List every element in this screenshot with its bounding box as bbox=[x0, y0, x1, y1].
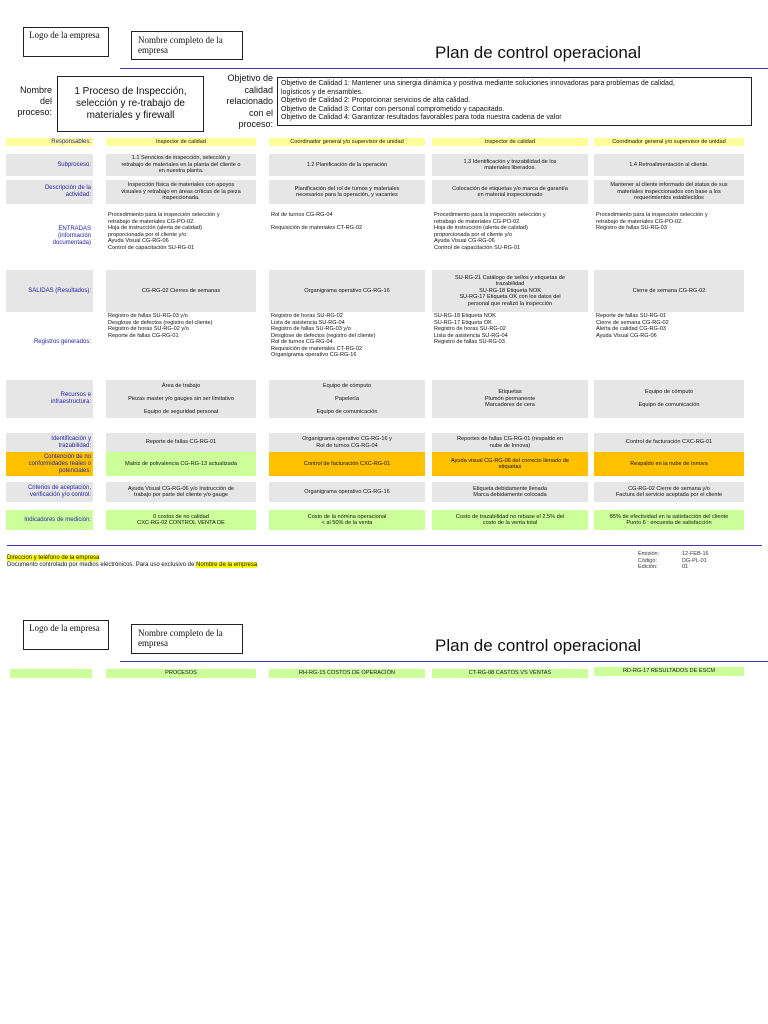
document-meta bbox=[638, 551, 709, 571]
objective-label-line: Objetivo de bbox=[227, 73, 273, 83]
process-name-box bbox=[57, 76, 204, 132]
cell-line: CG-RG-02 Cierre de semana y/o bbox=[628, 485, 710, 492]
table-cell-descripcion-1 bbox=[106, 180, 256, 204]
table-cell-registros-2 bbox=[269, 312, 425, 372]
cell-line: Registro de fallas SU-RG-03 y/o bbox=[271, 326, 351, 332]
objective-line: Objetivo de Calidad 1: Mantener una sinergia dinámica y positiva mediante soluciones innovadoras para problemas de calidad, bbox=[281, 80, 675, 87]
process-name-value: 1 Proceso de Inspección, selección y re-trabajo de materiales y firewall bbox=[74, 86, 187, 121]
objective-label-line: relacionado bbox=[226, 96, 273, 106]
cell-line: Procedimiento para la inspección selección y bbox=[596, 212, 708, 218]
table-cell-descripcion-4 bbox=[594, 180, 744, 204]
page2-cell-text: PROCESOS bbox=[165, 670, 197, 677]
table-cell-recursos-2 bbox=[269, 380, 425, 418]
cell-line: SU-RG-18 Etiqueta NOK bbox=[479, 287, 541, 294]
cell-line: Lista de asistencia SU-RG-04 bbox=[271, 319, 345, 326]
cell-line: retrabajo de materiales en la planta del cliente o bbox=[121, 161, 241, 168]
cell-line: proporcionada por el cliente y/o bbox=[108, 231, 187, 238]
cell-line: visuales y retrabajo en áreas críticas de la pieza bbox=[121, 188, 241, 195]
cell-line: Ayuda Visual CG-RG-06 bbox=[596, 332, 657, 339]
cell-line: Rol de turnos CG-RG-04 bbox=[271, 339, 333, 345]
cell-line: Mantener al cliente informado del status de sus bbox=[610, 182, 728, 189]
cell-line: Etiqueta debidamente llenada bbox=[472, 485, 548, 492]
row-label-descripcion bbox=[6, 180, 93, 204]
row-label-line: Descripción de la bbox=[44, 185, 91, 191]
row-label-line: Criterios de aceptación, bbox=[27, 485, 91, 491]
code-label: Código: bbox=[638, 557, 657, 564]
code-value: DG-PL-01 bbox=[682, 557, 707, 564]
cell-line: Inspector de calidad bbox=[484, 138, 536, 145]
table-cell-subproceso-4 bbox=[594, 154, 744, 176]
row-label-line: potenciales: bbox=[58, 467, 91, 474]
cell-line: Organigrama operativo CG-RG-16 y bbox=[302, 436, 392, 442]
note-company-name: Nombre de la empresa bbox=[196, 562, 258, 568]
quality-objectives-box bbox=[277, 77, 752, 126]
cell-line: Costo de la nómina operacional bbox=[307, 513, 387, 520]
cell-line: retrabajo de materiales CG-PO-02. bbox=[596, 218, 683, 225]
table-cell-responsables-1 bbox=[106, 138, 256, 146]
cell-line: Costo de trazabilidad no rebase el 2.5% del bbox=[455, 513, 565, 520]
cell-line: retrabajo de materiales CG-PO-02. bbox=[108, 218, 195, 225]
cell-line: Ayuda Visual CG-RG-06 y/o Instrucción de bbox=[127, 485, 235, 492]
company-name-box bbox=[131, 31, 243, 60]
cell-line: Papelería bbox=[335, 395, 359, 402]
row-label-text bbox=[24, 517, 91, 524]
row-label-line: Recursos e bbox=[60, 392, 91, 398]
page2-header-rule bbox=[120, 661, 768, 662]
cell-line: Equipo de cómputo bbox=[322, 382, 372, 389]
table-cell-contencion-1 bbox=[106, 452, 256, 476]
cell-line: Organigrama operativo CG-RG-16 bbox=[304, 287, 390, 294]
row-label-text bbox=[45, 185, 91, 199]
row-label-line: Contención de no bbox=[43, 453, 91, 460]
cell-line: Procedimiento para la inspección selección y bbox=[108, 212, 220, 218]
cell-line: Plumón permanente bbox=[484, 395, 536, 402]
header-rule bbox=[120, 68, 768, 69]
cell-line: SU-RG-17 Etiqueta OK con los datos del bbox=[459, 294, 561, 301]
cell-line: personal que realizó la inspección bbox=[467, 300, 553, 307]
cell-line: Registro de horas SU-RG-02 y/o bbox=[108, 326, 189, 332]
objective-line: logísticos y de ensambles. bbox=[281, 88, 364, 96]
row-label-line: verificación y/o control: bbox=[29, 492, 91, 498]
cell-line: Hoja de instrucción (alerta de calidad) bbox=[108, 225, 202, 231]
cell-line: materiales inspeccionados con base a los bbox=[617, 188, 721, 195]
page2-cell-processes bbox=[106, 669, 256, 678]
cell-line: trazabilidad bbox=[495, 281, 525, 288]
cell-line: Piezas master y/o gauges sin ser limitativo bbox=[128, 395, 234, 402]
cell-line: Registro de fallas SU-RG-03 bbox=[434, 339, 505, 345]
cell-line: en material inspeccionado bbox=[477, 192, 543, 198]
process-name-label bbox=[6, 85, 52, 118]
page2-company-name-text: Nombre completo de la empresa bbox=[138, 628, 223, 648]
table-cell-contencion-3 bbox=[432, 452, 588, 476]
company-address: Direccion y teléfono de la empresa bbox=[7, 555, 100, 561]
table-cell-indicadores-1 bbox=[106, 510, 256, 530]
table-cell-recursos-3 bbox=[432, 380, 588, 418]
row-label-line: infraestructura: bbox=[50, 399, 91, 405]
row-label-line: trazabilidad: bbox=[58, 442, 91, 449]
cell-line: Punto 6 : encuesta de satisfacción bbox=[626, 520, 712, 526]
cell-line: necesarios para la operación, y vacantes bbox=[296, 192, 398, 198]
cell-line: 85% de efectividad en la satisfacción del cliente bbox=[609, 513, 729, 520]
table-cell-indicadores-3 bbox=[432, 510, 588, 530]
table-cell-registros-4 bbox=[594, 312, 744, 372]
table-cell-identificacion-1 bbox=[106, 433, 256, 452]
page2-cell-text: RD-RG-17 RESULTADOS DE ESCM bbox=[622, 668, 716, 675]
cell-line: Registro de horas SU-RG-02 bbox=[434, 326, 506, 332]
page2-cell-escm-results bbox=[594, 667, 744, 676]
cell-line: Ayuda Visual CG-RG-06 bbox=[108, 238, 169, 244]
row-label-line: Identificación y bbox=[51, 435, 91, 442]
objective-line: Objetivo de Calidad 3: Contar con personal comprometido y capacitado. bbox=[281, 105, 505, 113]
table-cell-criterios-1 bbox=[106, 482, 256, 502]
cell-line: Alerta de calidad CG-RG-03 bbox=[596, 326, 666, 332]
row-label-line: Subproceso: bbox=[57, 161, 91, 168]
cell-line: 1.3 Identificación y trazabilidad de los bbox=[463, 158, 557, 165]
cell-line: Desglose de defectos (registro del cliente) bbox=[271, 332, 376, 339]
cell-line: Control de capacitación SU-RG-01 bbox=[434, 244, 521, 251]
cell-line: Cierre de semana CG-RG-02 bbox=[596, 319, 669, 326]
table-cell-salidas-2 bbox=[269, 270, 425, 312]
cell-line: Procedimiento para la inspección selección y bbox=[434, 212, 546, 218]
cell-line: Matriz de polivalencia CG-RG-13 actualizada bbox=[125, 460, 237, 467]
company-name-text: Nombre completo de la empresa bbox=[138, 35, 223, 55]
cell-line: retrabajo de materiales CG-PO-02. bbox=[434, 218, 521, 225]
objective-line: Objetivo de Calidad 2: Proporcionar servicios de alta calidad. bbox=[281, 97, 471, 104]
emission-value: 12-FEB-16 bbox=[682, 551, 709, 557]
table-cell-subproceso-1 bbox=[106, 154, 256, 176]
row-label-subproceso bbox=[6, 154, 93, 176]
row-label-line: Responsables: bbox=[51, 138, 91, 145]
cell-line: requerimientos establecidos bbox=[634, 195, 704, 202]
cell-line: SU-RG-21 Catálogo de sellos y etiquetas de bbox=[454, 274, 566, 281]
row-label-responsables bbox=[6, 138, 93, 146]
cell-line: 1.2 Planificación de la operación bbox=[306, 161, 388, 168]
page2-company-name-box bbox=[131, 624, 243, 654]
emission-label: Emisión: bbox=[638, 551, 660, 557]
process-name-label-line: Nombre bbox=[19, 85, 52, 95]
objective-label-line: calidad bbox=[244, 84, 273, 95]
cell-line: trabajo por parte del cliente y/o gauge bbox=[134, 492, 228, 498]
cell-line: Inspección física de materiales con apoyos bbox=[127, 182, 235, 189]
cell-line: Factura del servicio aceptada por el cliente bbox=[615, 492, 723, 498]
row-label-text bbox=[28, 485, 91, 499]
table-cell-responsables-2 bbox=[269, 138, 425, 146]
cell-line: SU-RG-18 Etiqueta NOK bbox=[434, 313, 496, 319]
cell-line: CG-RG-02 Cierres de semanas bbox=[141, 287, 221, 294]
cell-line: costo de la venta total bbox=[482, 520, 538, 526]
row-label-text bbox=[53, 226, 91, 247]
cell-line: Inspector de calidad bbox=[155, 138, 207, 145]
cell-line: Coordinador general y/o supervisor de unidad bbox=[612, 138, 726, 145]
table-cell-identificacion-3 bbox=[432, 433, 588, 452]
page-title: Plan de control operacional bbox=[435, 43, 642, 62]
cell-line: Rol de turnos CG-RG-04 bbox=[316, 442, 378, 449]
cell-line: CXC-RG-02 CONTROL VENTA DE bbox=[137, 520, 225, 526]
row-label-text bbox=[51, 139, 91, 146]
company-logo-placeholder bbox=[23, 27, 109, 57]
cell-line: Cierre de semana CG-RG-02 bbox=[632, 287, 706, 294]
cell-line: Registro de fallas SU-RG-03 bbox=[596, 225, 667, 231]
cell-line: Reporte de fallas SU-RG-01 bbox=[596, 313, 666, 319]
objective-label-line: proceso: bbox=[238, 119, 273, 129]
page2-cell-operation-costs bbox=[269, 669, 425, 678]
row-label-identificacion bbox=[6, 433, 93, 452]
cell-line: en nuestra planta. bbox=[158, 168, 204, 175]
row-label-line: SALIDAS (Resultados): bbox=[28, 287, 91, 294]
table-cell-identificacion-4 bbox=[594, 433, 744, 452]
objective-label-line: con el bbox=[248, 107, 273, 118]
cell-line: 0 costos de no calidad bbox=[153, 513, 209, 520]
row-label-line: Registros generados: bbox=[33, 338, 91, 345]
table-cell-contencion-4 bbox=[594, 452, 744, 476]
cell-line: Área de trabajo bbox=[161, 382, 201, 389]
cell-line: 1.1 Servicios de inspección, selección y bbox=[131, 155, 231, 162]
cell-line: Equipo de comunicación bbox=[316, 408, 378, 415]
cell-line: Rol de turnos CG-RG-04 bbox=[271, 212, 333, 218]
cell-line: Coordinador general y/o supervisor de unidad bbox=[290, 138, 404, 145]
row-label-line: Indicadores de medición: bbox=[24, 516, 91, 523]
cell-line: Ayuda visual CG-RG-06 del correcto llenado de bbox=[450, 457, 570, 464]
logo-text: Logo de la empresa bbox=[29, 30, 100, 40]
table-cell-salidas-4 bbox=[594, 270, 744, 312]
table-cell-descripcion-3 bbox=[432, 180, 588, 204]
row-label-line: ENTRADAS bbox=[58, 225, 91, 232]
table-cell-indicadores-4 bbox=[594, 510, 744, 530]
cell-line: Planificación del rol de turnos y materiales bbox=[294, 185, 400, 192]
row-label-text bbox=[34, 339, 91, 346]
cell-line: Desglose de defectos (registro del cliente) bbox=[108, 319, 213, 326]
table-cell-identificacion-2 bbox=[269, 433, 425, 452]
cell-line: Lista de asistencia SU-RG-04 bbox=[434, 332, 508, 339]
cell-line: SU-RG-17 Etiqueta OK bbox=[434, 319, 492, 326]
cell-line: Requisición de materiales CT-RG-02 bbox=[271, 345, 363, 352]
cell-line: nube de Innova) bbox=[489, 442, 531, 449]
page2-company-logo-placeholder bbox=[23, 620, 109, 650]
cell-line: < al 50% de la venta bbox=[321, 520, 373, 526]
cell-line: Colocación de etiquetas y/o marca de garantía bbox=[452, 185, 568, 192]
cell-line: Equipo de seguridad personal bbox=[143, 408, 219, 415]
table-cell-indicadores-2 bbox=[269, 510, 425, 530]
note-prefix: Documento controlado por medios electrónicos. Para uso exclusivo de bbox=[7, 562, 197, 568]
controlled-document-note bbox=[7, 562, 257, 569]
row-label-contencion bbox=[6, 452, 93, 476]
row-label-text bbox=[51, 436, 91, 450]
cell-line: Hoja de instrucción (alerta de calidad) bbox=[434, 225, 528, 231]
page2-label-cell bbox=[10, 669, 92, 678]
cell-line: Control de capacitación SU-RG-01 bbox=[108, 244, 195, 251]
cell-line: Control de facturación CXC-RG-01 bbox=[303, 460, 391, 467]
table-cell-criterios-3 bbox=[432, 482, 588, 502]
cell-line: Ayuda Visual CG-RG-06 bbox=[434, 238, 495, 244]
row-label-salidas bbox=[6, 270, 93, 312]
edition-value: 01 bbox=[682, 564, 689, 570]
edition-label: Edición: bbox=[638, 564, 658, 570]
table-cell-registros-3 bbox=[432, 312, 588, 372]
row-label-line: conformidades reales o bbox=[28, 460, 91, 467]
table-cell-registros-1 bbox=[106, 312, 256, 372]
row-label-criterios bbox=[6, 482, 93, 502]
table-cell-entradas-3 bbox=[432, 211, 588, 261]
cell-line: Organigrama operativo CG-RG-16 bbox=[271, 352, 357, 358]
cell-line: materiales liberados. bbox=[484, 165, 536, 171]
table-cell-recursos-1 bbox=[106, 380, 256, 418]
page2-logo-text: Logo de la empresa bbox=[29, 623, 100, 633]
table-cell-subproceso-3 bbox=[432, 154, 588, 176]
row-label-line: actividad: bbox=[65, 192, 91, 198]
cell-line: Control de facturación CXC-RG-01 bbox=[625, 439, 713, 446]
page2-title: Plan de control operacional bbox=[435, 636, 642, 655]
table-cell-descripcion-2 bbox=[269, 180, 425, 204]
cell-line: Organigrama operativo CG-RG-16 bbox=[304, 488, 390, 495]
row-label-text bbox=[28, 288, 91, 295]
cell-line: Reportes de fallas CG-RG-01 (respaldo en bbox=[456, 436, 564, 442]
row-label-registros bbox=[6, 312, 93, 372]
footer-rule bbox=[7, 545, 762, 546]
row-label-line: documentada) bbox=[52, 239, 91, 246]
cell-line: Respaldo en la nube de Innova bbox=[630, 460, 708, 467]
cell-line: Marca debidamente colocada bbox=[473, 492, 547, 498]
table-cell-entradas-4 bbox=[594, 211, 744, 261]
cell-line: Reporte de fallas CG-RG-01 bbox=[145, 439, 217, 446]
table-cell-responsables-4 bbox=[594, 138, 744, 146]
cell-line: proporcionada por el cliente y/o bbox=[434, 231, 513, 238]
table-cell-entradas-2 bbox=[269, 211, 425, 261]
process-name-label-line: del bbox=[39, 96, 52, 106]
cell-line: Reporte de fallas CG-RG-01 bbox=[108, 332, 179, 339]
table-cell-criterios-2 bbox=[269, 482, 425, 502]
cell-line: Equipo de comunicación bbox=[638, 402, 700, 409]
cell-line: Equipo de cómputo bbox=[644, 389, 694, 396]
table-cell-responsables-3 bbox=[432, 138, 588, 146]
table-cell-entradas-1 bbox=[106, 211, 256, 261]
table-cell-subproceso-2 bbox=[269, 154, 425, 176]
table-cell-criterios-4 bbox=[594, 482, 744, 502]
row-label-recursos bbox=[6, 380, 93, 418]
table-cell-recursos-4 bbox=[594, 380, 744, 418]
row-label-text bbox=[29, 454, 91, 475]
cell-line: Etiquetas bbox=[498, 389, 522, 396]
row-label-text bbox=[57, 162, 91, 169]
quality-objective-label bbox=[205, 73, 273, 131]
table-cell-contencion-2 bbox=[269, 452, 425, 476]
row-label-indicadores bbox=[6, 510, 93, 530]
cell-line: etiquetas bbox=[498, 464, 522, 470]
row-label-entradas bbox=[6, 211, 93, 261]
cell-line: Registro de fallas SU-RG-03 y/o bbox=[108, 313, 188, 319]
objective-line: Objetivo de Calidad 4: Garantizar resultados favorables para toda nuestra cadena de valor bbox=[281, 114, 562, 121]
footer-info bbox=[7, 555, 257, 569]
cell-line: 1.4 Retroalimentación al cliente. bbox=[629, 161, 709, 168]
row-label-text bbox=[51, 392, 91, 406]
cell-line: Registro de horas SU-RG-02 bbox=[271, 313, 343, 319]
page2-cell-text: CT-RG-08 CASTOS VS VENTAS bbox=[468, 670, 552, 677]
table-cell-salidas-1 bbox=[106, 270, 256, 312]
table-cell-salidas-3 bbox=[432, 270, 588, 312]
cell-line: Requisición de materiales CT-RG-02 bbox=[271, 225, 363, 231]
cell-line: inspeccionada. bbox=[162, 195, 200, 202]
row-label-line: (información bbox=[57, 232, 91, 239]
page2-cell-costs-vs-sales bbox=[432, 669, 588, 678]
process-name-label-line: proceso: bbox=[17, 107, 52, 117]
page2-cell-text: RH-RG-15 COSTOS DE OPERACIÓN bbox=[299, 670, 395, 677]
cell-line: Marcadores de cera bbox=[485, 402, 535, 409]
